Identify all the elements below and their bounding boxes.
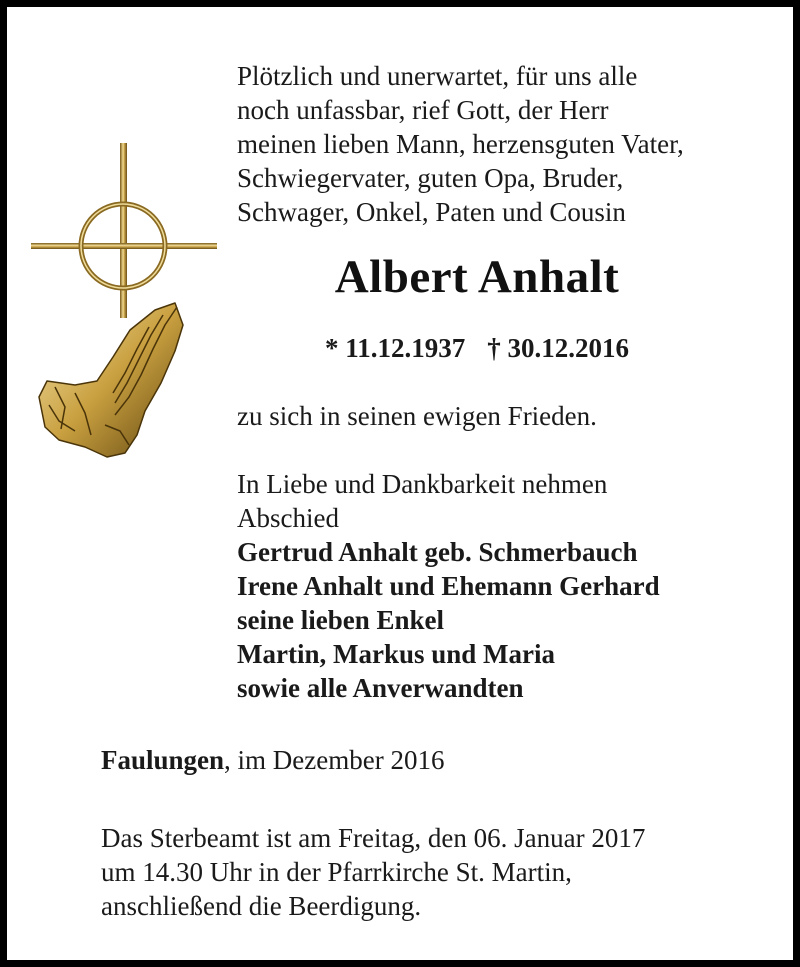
death-date: † 30.12.2016	[487, 333, 629, 363]
mourner-name: sowie alle Anverwandten	[237, 673, 524, 703]
intro-line: noch unfassbar, rief Gott, der Herr	[237, 95, 609, 125]
mourner-name: Martin, Markus und Maria	[237, 639, 556, 669]
place-name: Faulungen	[101, 745, 225, 775]
intro-line: Plötzlich und unerwartet, für uns alle	[237, 61, 638, 91]
intro-line: Schwager, Onkel, Paten und Cousin	[237, 197, 626, 227]
cross-with-praying-hands-icon	[25, 135, 225, 470]
place-date: , im Dezember 2016	[224, 745, 445, 775]
mourner-name: seine lieben Enkel	[237, 605, 445, 635]
mourner-name: Irene Anhalt und Ehemann Gerhard	[237, 571, 660, 601]
intro-line: meinen lieben Mann, herzensguten Vater,	[237, 129, 684, 159]
service-info	[101, 821, 645, 923]
life-dates	[237, 330, 717, 366]
place-date-line	[101, 743, 444, 777]
service-line: Das Sterbeamt ist am Freitag, den 06. Januar 2017	[101, 823, 646, 853]
service-line: um 14.30 Uhr in der Pfarrkirche St. Martin,	[101, 857, 572, 887]
deceased-name: Albert Anhalt	[334, 251, 620, 303]
farewell-line: In Liebe und Dankbarkeit nehmen	[237, 469, 608, 499]
birth-date: * 11.12.1937	[324, 333, 466, 363]
farewell-line: Abschied	[237, 503, 339, 533]
peace-line: zu sich in seinen ewigen Frieden.	[237, 401, 597, 431]
intro-line: Schwiegervater, guten Opa, Bruder,	[237, 163, 624, 193]
intro-text	[237, 59, 777, 229]
mourners-block	[237, 467, 660, 705]
mourner-name: Gertrud Anhalt geb. Schmerbauch	[237, 537, 638, 567]
service-line: anschließend die Beerdigung.	[101, 891, 422, 921]
